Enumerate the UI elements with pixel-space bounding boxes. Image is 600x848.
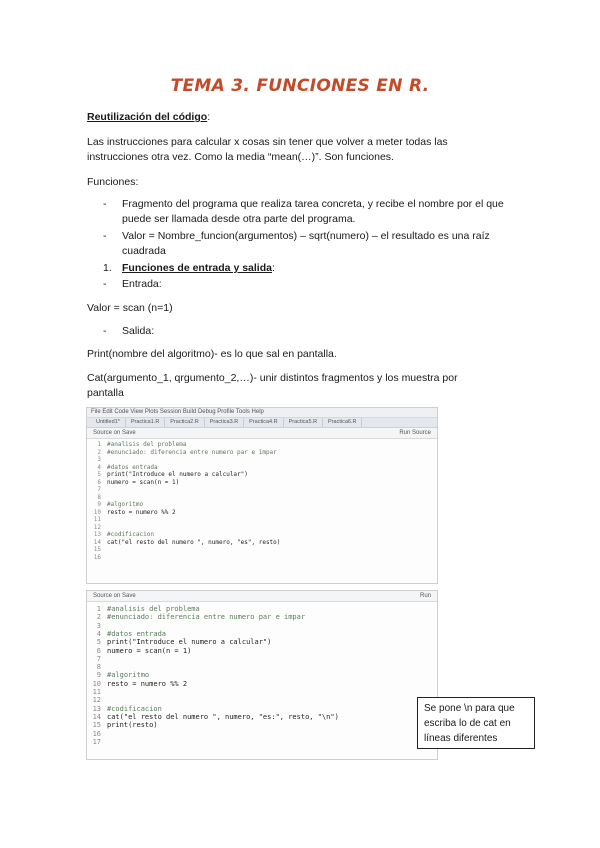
numbered-item-suffix: : (271, 262, 275, 274)
line-number: 4 (96, 629, 101, 638)
line-number: 9 (96, 671, 101, 680)
line-number: 3 (97, 456, 101, 463)
code-line: #algoritmo (107, 501, 144, 508)
bullet-text: Valor = Nombre_funcion(argumentos) – sqrt(numero) – el resultado es una raíz cuadrada (122, 230, 490, 257)
code-line: #algoritmo (107, 671, 150, 680)
bullet-marker: - (103, 325, 107, 337)
editor-tabs (87, 418, 437, 428)
code-line: resto = numero %% 2 (107, 508, 176, 516)
rstudio-screenshot-2 (86, 590, 438, 760)
code-editor[interactable] (87, 439, 437, 583)
numbered-item (103, 261, 523, 277)
line-number: 3 (96, 621, 101, 630)
line-number: 1 (96, 605, 101, 613)
line-number: 16 (92, 729, 101, 738)
line-number: 10 (93, 508, 101, 516)
code-line: #analisis del problema (107, 605, 200, 613)
code-line: print(resto) (107, 721, 158, 730)
cat-line: Cat(argumento_1, qrgumento_2,…)- unir distintos fragmentos y los muestra por pantalla (87, 372, 458, 399)
line-number: 2 (96, 613, 101, 622)
editor-tab[interactable]: Practica4.R (244, 418, 283, 427)
line-number: 14 (92, 712, 101, 721)
bullet-item (103, 197, 523, 229)
line-number: 1 (97, 441, 101, 448)
rstudio-menubar: File Edit Code View Plots Session Build Debug Profile Tools Help (87, 408, 437, 418)
line-number: 12 (92, 696, 101, 705)
funciones-label: Funciones: (87, 176, 139, 188)
bullet-text: Salida: (122, 325, 155, 337)
run-button[interactable]: Run (419, 593, 431, 599)
code-line: print("Introduce el numero a calcular") (107, 471, 248, 478)
section-heading-colon: : (207, 111, 211, 123)
line-number: 8 (96, 663, 101, 672)
line-number: 2 (97, 448, 101, 456)
bullet-text: Fragmento del programa que realiza tarea concreta, y recibe el nombre por el que puede ser llamada desde otra parte del programa. (122, 198, 504, 225)
line-number: 12 (93, 523, 101, 531)
line-number: 17 (92, 737, 101, 746)
source-on-save-checkbox[interactable]: Source on Save (93, 430, 136, 436)
code-line: #enunciado: diferencia entre numero par e impar (107, 613, 306, 622)
editor-tab[interactable]: Practica2.R (165, 418, 204, 427)
editor-tab[interactable]: Practica5.R (284, 418, 323, 427)
line-number: 6 (97, 478, 101, 486)
note-box: Se pone \n para que escriba lo de cat en líneas diferentes (417, 697, 535, 749)
editor-tab[interactable]: Practica6.R (323, 418, 362, 427)
code-line: #enunciado: diferencia entre numero par e impar (107, 448, 277, 456)
line-number: 5 (96, 638, 101, 647)
print-line: Print(nombre del algoritmo)- es lo que sal en pantalla. (87, 348, 337, 360)
entrada-bullet (103, 277, 523, 293)
code-line: #codificacion (107, 531, 154, 538)
line-number: 15 (92, 721, 101, 730)
page-title: TEMA 3. FUNCIONES EN R. (170, 76, 430, 96)
bullet-item (103, 229, 523, 261)
code-line: print("Introduce el numero a calcular") (107, 638, 272, 647)
code-line: #analisis del problema (107, 441, 187, 448)
code-line: cat("el resto del numero ", numero, "es:", resto, "\n") (107, 712, 339, 721)
section-heading: Reutilización del código (87, 111, 208, 123)
run-source-buttons[interactable]: Run Source (399, 430, 431, 436)
editor-tab[interactable]: Untitled1* (91, 418, 126, 427)
code-line: #datos entrada (107, 629, 167, 638)
line-number: 11 (92, 688, 101, 696)
line-number: 9 (97, 501, 101, 508)
line-number: 7 (97, 486, 101, 493)
bullet-marker: - (103, 278, 107, 290)
line-number: 13 (93, 531, 101, 538)
intro-paragraph: Las instrucciones para calcular x cosas sin tener que volver a meter todas las instrucciones otra vez. Como la media “mean(…)”. Son funciones. (87, 136, 448, 163)
source-on-save-checkbox[interactable]: Source on Save (93, 593, 136, 599)
bullet-text: Entrada: (122, 278, 162, 290)
line-number: 14 (93, 538, 101, 546)
editor-tab[interactable]: Practica3.R (205, 418, 244, 427)
code-line: #datos entrada (107, 463, 158, 471)
line-number: 11 (93, 516, 101, 523)
code-line: cat("el resto del numero ", numero, "es", resto) (107, 538, 281, 546)
line-number: 10 (92, 679, 101, 688)
line-number: 15 (93, 546, 101, 553)
line-number: 7 (96, 654, 101, 663)
editor-toolbar (87, 591, 437, 602)
salida-bullet (103, 324, 523, 340)
line-number: 6 (96, 646, 101, 655)
section-heading-line (87, 110, 210, 125)
numbered-item-text: Funciones de entrada y salida (122, 262, 272, 274)
line-number: 16 (93, 553, 101, 561)
line-number: 4 (97, 463, 101, 471)
valor-scan-line: Valor = scan (n=1) (87, 302, 173, 314)
code-line: #codificacion (107, 704, 162, 713)
bullet-marker: - (103, 198, 107, 210)
code-line: numero = scan(n = 1) (107, 478, 180, 486)
bullet-marker: - (103, 230, 107, 242)
line-number: 8 (97, 493, 101, 501)
code-editor[interactable] (87, 603, 437, 759)
line-number: 13 (92, 704, 101, 713)
line-number: 5 (97, 471, 101, 478)
code-line: resto = numero %% 2 (107, 679, 188, 688)
editor-tab[interactable]: Practica1.R (126, 418, 165, 427)
editor-toolbar (87, 428, 437, 439)
numbered-marker: 1. (103, 262, 112, 274)
code-line: numero = scan(n = 1) (107, 646, 192, 655)
rstudio-screenshot-1 (86, 407, 438, 584)
